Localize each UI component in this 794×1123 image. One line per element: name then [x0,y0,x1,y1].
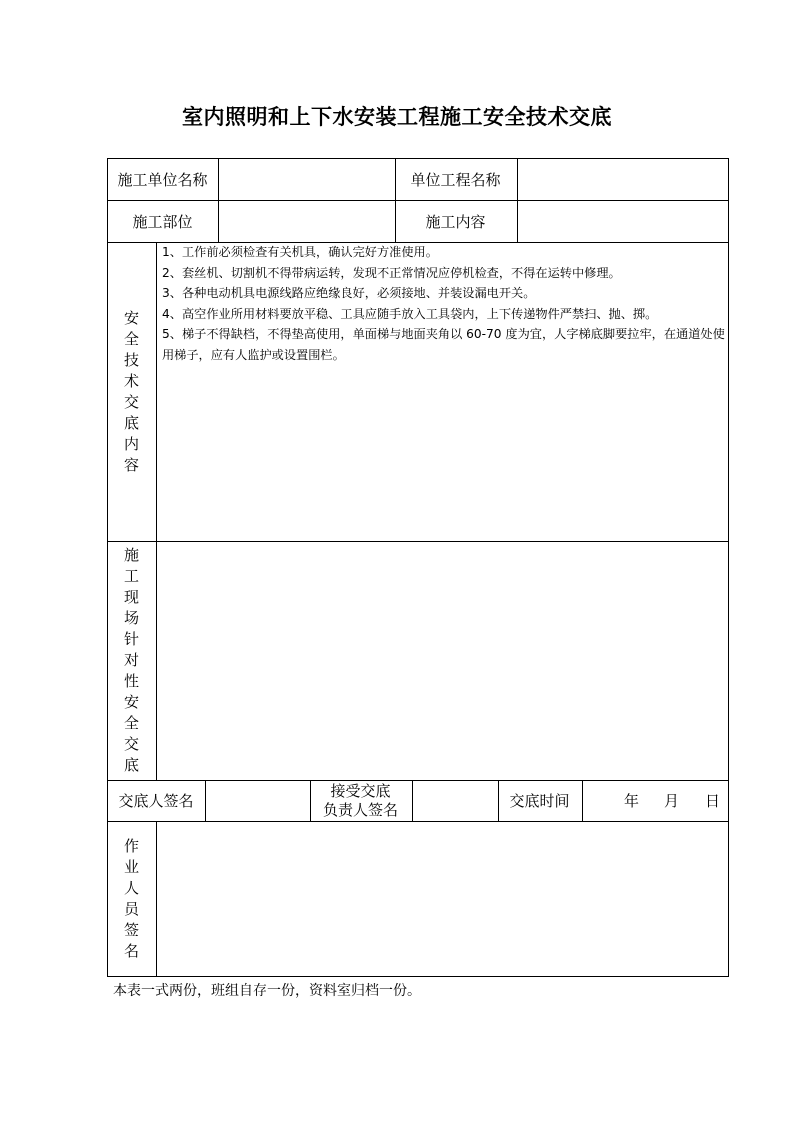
label-char: 针 [123,630,139,648]
label-char: 术 [123,371,139,390]
safety-rule: 5、梯子不得缺档，不得垫高使用，单面梯与地面夹角以 60-70 度为宜，人字梯底脚要拉牢，在通道处使用梯子，应有人监护或设置围栏。 [162,327,725,362]
site-section-label [108,541,155,780]
label-char: 内 [123,434,139,453]
label-char: 容 [123,455,139,474]
label-char: 作 [123,836,139,855]
label-char: 性 [123,672,139,690]
receiver-label-line: 接受交底 [330,781,391,800]
receiver-label-line: 负责人签名 [322,800,398,819]
unit-name-value[interactable] [218,159,394,200]
page-title: 室内照明和上下水安装工程施工安全技术交底 [182,104,612,129]
safety-rules-list [162,242,728,365]
safety-rule: 2、套丝机、切割机不得带病运转，发现不正常情况应停机检查，不得在运转中修理。 [162,265,621,280]
label-char: 人 [123,878,139,897]
date-month: 月 [664,792,680,810]
safety-rule: 1、工作前必须检查有关机具，确认完好方准使用。 [162,245,438,259]
workers-section-label [108,821,155,976]
receiver-signature-label [310,780,411,821]
label-char: 场 [123,609,139,627]
site-section-content[interactable] [157,541,728,780]
safety-rule: 3、各种电动机具电源线路应绝缘良好，必须接地、并装设漏电开关。 [162,286,536,300]
safety-rule: 4、高空作业所用材料要放平稳、工具应随手放入工具袋内，上下传递物件严禁扫、抛、掷。 [162,306,658,321]
label-char: 交 [123,735,139,753]
construction-content-label: 施工内容 [425,212,486,231]
label-char: 施 [123,546,139,564]
project-name-value[interactable] [517,159,728,200]
giver-signature-field[interactable] [205,780,309,821]
label-char: 现 [123,588,139,606]
label-char: 底 [123,756,139,774]
construction-part-value[interactable] [218,200,394,242]
receiver-signature-field[interactable] [412,780,497,821]
date-year: 年 [624,792,640,810]
footnote: 本表一式两份，班组自存一份，资料室归档一份。 [113,983,421,999]
construction-content-value[interactable] [517,200,728,242]
safety-section-label [108,242,155,541]
label-char: 对 [123,651,139,669]
label-char: 签 [123,920,139,939]
workers-signature-area[interactable] [157,821,728,976]
label-char: 安 [123,693,139,711]
label-char: 名 [123,941,139,960]
unit-name-label: 施工单位名称 [117,171,208,189]
label-char: 全 [123,329,139,348]
date-day: 日 [705,792,721,810]
project-name-label: 单位工程名称 [410,171,501,189]
giver-signature-label: 交底人签名 [118,792,194,810]
construction-part-label: 施工部位 [132,212,193,231]
label-char: 底 [123,413,139,432]
label-char: 业 [123,857,139,876]
label-char: 安 [123,308,139,327]
label-char: 全 [123,714,139,732]
label-char: 员 [123,899,139,918]
handover-time-label: 交底时间 [509,792,570,810]
col-divider [582,780,583,821]
label-char: 工 [123,567,139,585]
label-char: 交 [123,392,139,411]
label-char: 技 [123,350,139,369]
